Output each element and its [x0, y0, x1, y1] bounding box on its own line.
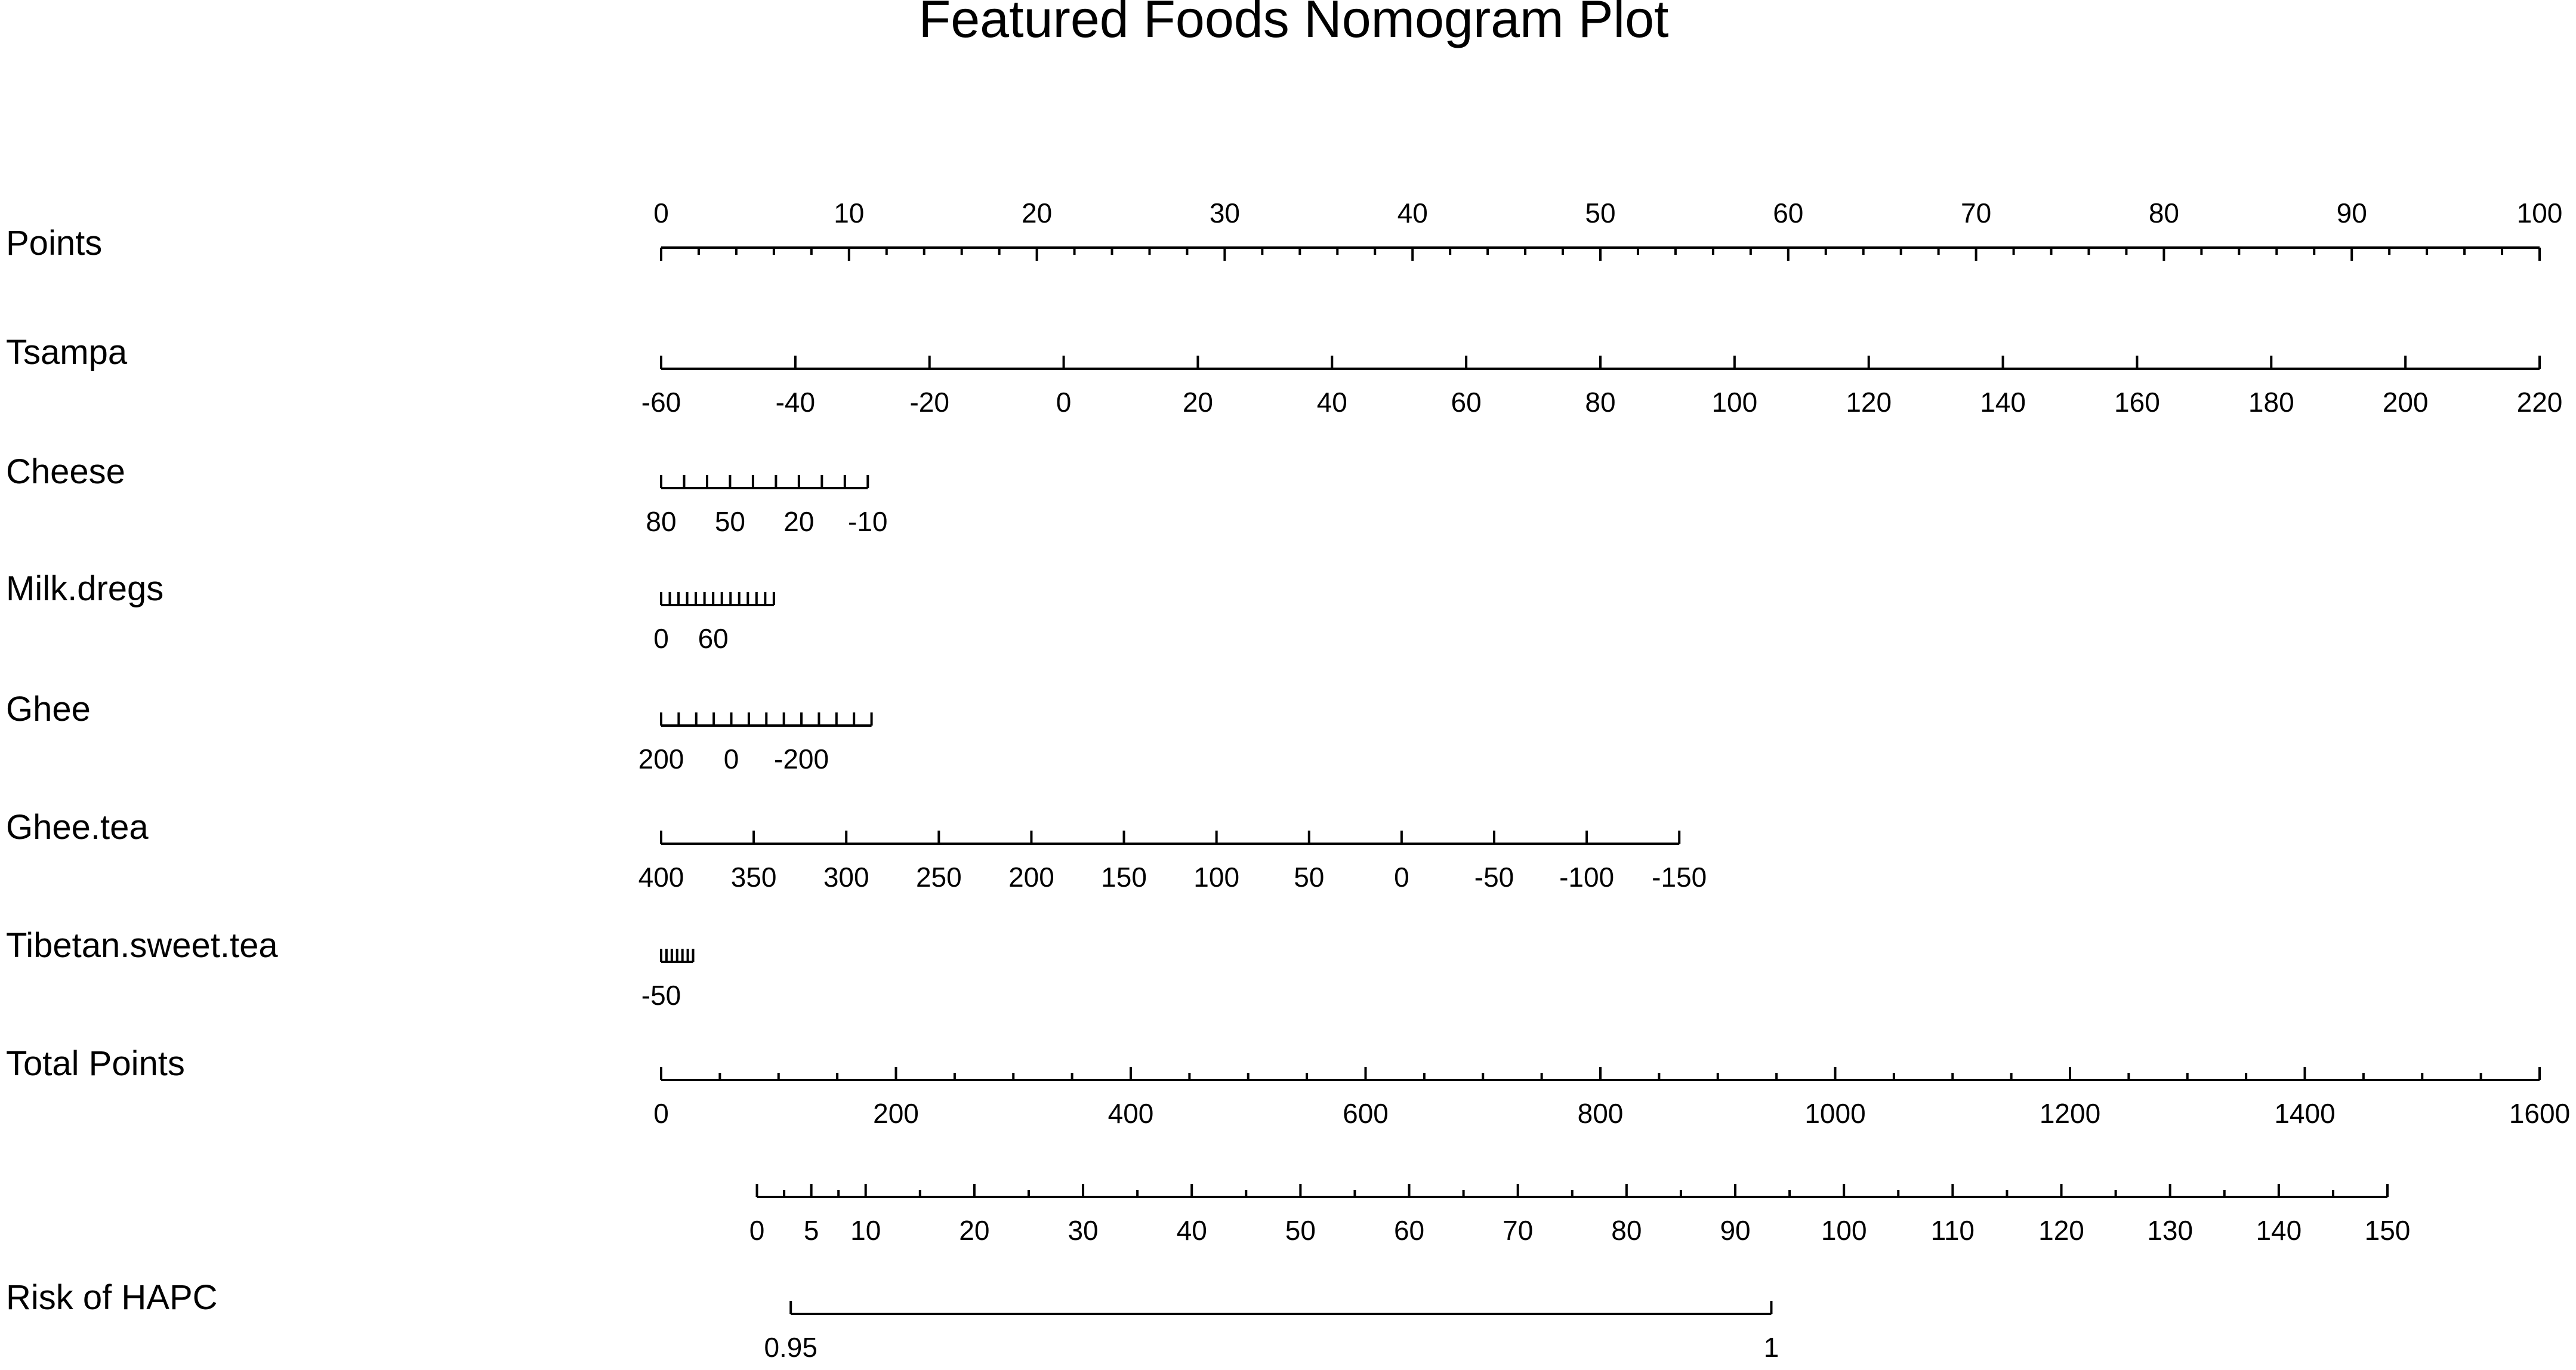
row-label-risk-of-hapc: Risk of HAPC	[6, 1278, 218, 1317]
tick-label-tsampa: 120	[1846, 387, 1892, 418]
tick-label-total-points: 600	[1343, 1098, 1389, 1129]
tick-label-tsampa: 100	[1711, 387, 1758, 418]
chart-title: Featured Foods Nomogram Plot	[918, 0, 1669, 48]
tick-label-ghee-tea: -50	[1474, 862, 1514, 893]
tick-label-tsampa: 160	[2114, 387, 2160, 418]
row-label-ghee: Ghee	[6, 690, 91, 729]
tick-label-unlabeled: 10	[850, 1215, 881, 1246]
tick-label-total-points: 1000	[1804, 1098, 1866, 1129]
tick-label-ghee-tea: 250	[915, 862, 962, 893]
row-linear-predictor	[749, 1184, 2411, 1246]
tick-label-ghee-tea: 350	[730, 862, 777, 893]
tick-label-tsampa: -40	[775, 387, 816, 418]
tick-label-unlabeled: 120	[2038, 1215, 2084, 1246]
tick-label-ghee-tea: 150	[1101, 862, 1147, 893]
tick-label-tsampa: 60	[1451, 387, 1482, 418]
tick-label-tsampa: 80	[1585, 387, 1616, 418]
tick-label-ghee-tea: -100	[1559, 862, 1615, 893]
tick-label-ghee: 0	[723, 743, 739, 775]
tick-label-points: 30	[1209, 198, 1240, 229]
tick-label-points: 100	[2516, 198, 2563, 229]
row-milk-dregs	[6, 569, 774, 654]
tick-label-ghee: 200	[638, 743, 684, 775]
tick-label-unlabeled: 40	[1176, 1215, 1207, 1246]
tick-label-points: 40	[1397, 198, 1428, 229]
tick-label-cheese: -10	[848, 506, 888, 537]
tick-label-tsampa: -20	[909, 387, 949, 418]
tick-label-risk-of-hapc: 1	[1763, 1332, 1779, 1363]
tick-label-milk-dregs: 0	[653, 623, 669, 654]
tick-label-points: 50	[1585, 198, 1616, 229]
tick-label-points: 20	[1022, 198, 1053, 229]
tick-label-ghee: -200	[774, 743, 829, 775]
row-ghee	[6, 690, 872, 775]
tick-label-cheese: 50	[714, 506, 746, 537]
tick-label-total-points: 1200	[2039, 1098, 2101, 1129]
tick-label-unlabeled: 60	[1393, 1215, 1425, 1246]
row-total-points	[6, 1044, 2570, 1129]
row-tibetan-sweet-tea	[6, 926, 693, 1011]
tick-label-unlabeled: 150	[2364, 1215, 2411, 1246]
row-label-ghee-tea: Ghee.tea	[6, 808, 149, 847]
tick-label-tsampa: 20	[1182, 387, 1214, 418]
row-label-cheese: Cheese	[6, 452, 125, 491]
tick-label-unlabeled: 80	[1611, 1215, 1642, 1246]
tick-label-tsampa: 40	[1316, 387, 1347, 418]
tick-label-tsampa: 220	[2516, 387, 2563, 418]
row-ghee-tea	[6, 808, 1707, 893]
tick-label-total-points: 200	[873, 1098, 919, 1129]
tick-label-unlabeled: 130	[2147, 1215, 2194, 1246]
tick-label-tsampa: 0	[1056, 387, 1072, 418]
tick-label-unlabeled: 20	[959, 1215, 990, 1246]
row-points	[6, 198, 2562, 263]
tick-label-ghee-tea: -150	[1652, 862, 1707, 893]
row-risk-of-hapc	[6, 1278, 1779, 1363]
tick-label-total-points: 1400	[2274, 1098, 2336, 1129]
tick-label-ghee-tea: 100	[1193, 862, 1240, 893]
tick-label-points: 80	[2148, 198, 2179, 229]
tick-label-unlabeled: 110	[1930, 1215, 1975, 1246]
tick-label-total-points: 800	[1577, 1098, 1624, 1129]
tick-label-unlabeled: 100	[1821, 1215, 1867, 1246]
tick-label-unlabeled: 30	[1068, 1215, 1099, 1246]
tick-label-points: 60	[1773, 198, 1804, 229]
tick-label-unlabeled: 70	[1503, 1215, 1534, 1246]
row-cheese	[6, 452, 888, 537]
tick-label-tsampa: 200	[2382, 387, 2429, 418]
tick-label-tsampa: -60	[641, 387, 681, 418]
row-tsampa	[6, 333, 2562, 418]
row-label-milk-dregs: Milk.dregs	[6, 569, 164, 608]
tick-label-unlabeled: 50	[1285, 1215, 1316, 1246]
tick-label-ghee-tea: 200	[1008, 862, 1054, 893]
tick-label-risk-of-hapc: 0.95	[764, 1332, 817, 1363]
tick-label-total-points: 0	[653, 1098, 669, 1129]
row-label-points: Points	[6, 224, 103, 263]
tick-label-points: 10	[834, 198, 865, 229]
tick-label-tsampa: 180	[2248, 387, 2294, 418]
tick-label-unlabeled: 90	[1720, 1215, 1751, 1246]
tick-label-ghee-tea: 0	[1394, 862, 1409, 893]
tick-label-ghee-tea: 50	[1294, 862, 1325, 893]
row-label-tsampa: Tsampa	[6, 333, 128, 372]
tick-label-unlabeled: 5	[803, 1215, 819, 1246]
nomogram-rows	[6, 198, 2570, 1363]
tick-label-ghee-tea: 400	[638, 862, 684, 893]
tick-label-cheese: 80	[646, 506, 677, 537]
tick-label-total-points: 1600	[2509, 1098, 2571, 1129]
tick-label-milk-dregs: 60	[698, 623, 729, 654]
tick-label-ghee-tea: 300	[823, 862, 869, 893]
tick-label-tsampa: 140	[1980, 387, 2026, 418]
row-label-total-points: Total Points	[6, 1044, 185, 1083]
tick-label-unlabeled: 0	[749, 1215, 765, 1246]
tick-label-points: 90	[2336, 198, 2367, 229]
row-label-tibetan-sweet-tea: Tibetan.sweet.tea	[6, 926, 278, 965]
tick-label-points: 70	[1961, 198, 1992, 229]
tick-label-cheese: 20	[783, 506, 815, 537]
tick-label-total-points: 400	[1107, 1098, 1154, 1129]
tick-label-tibetan-sweet-tea: -50	[641, 980, 681, 1011]
tick-label-unlabeled: 140	[2256, 1215, 2302, 1246]
tick-label-points: 0	[653, 198, 669, 229]
